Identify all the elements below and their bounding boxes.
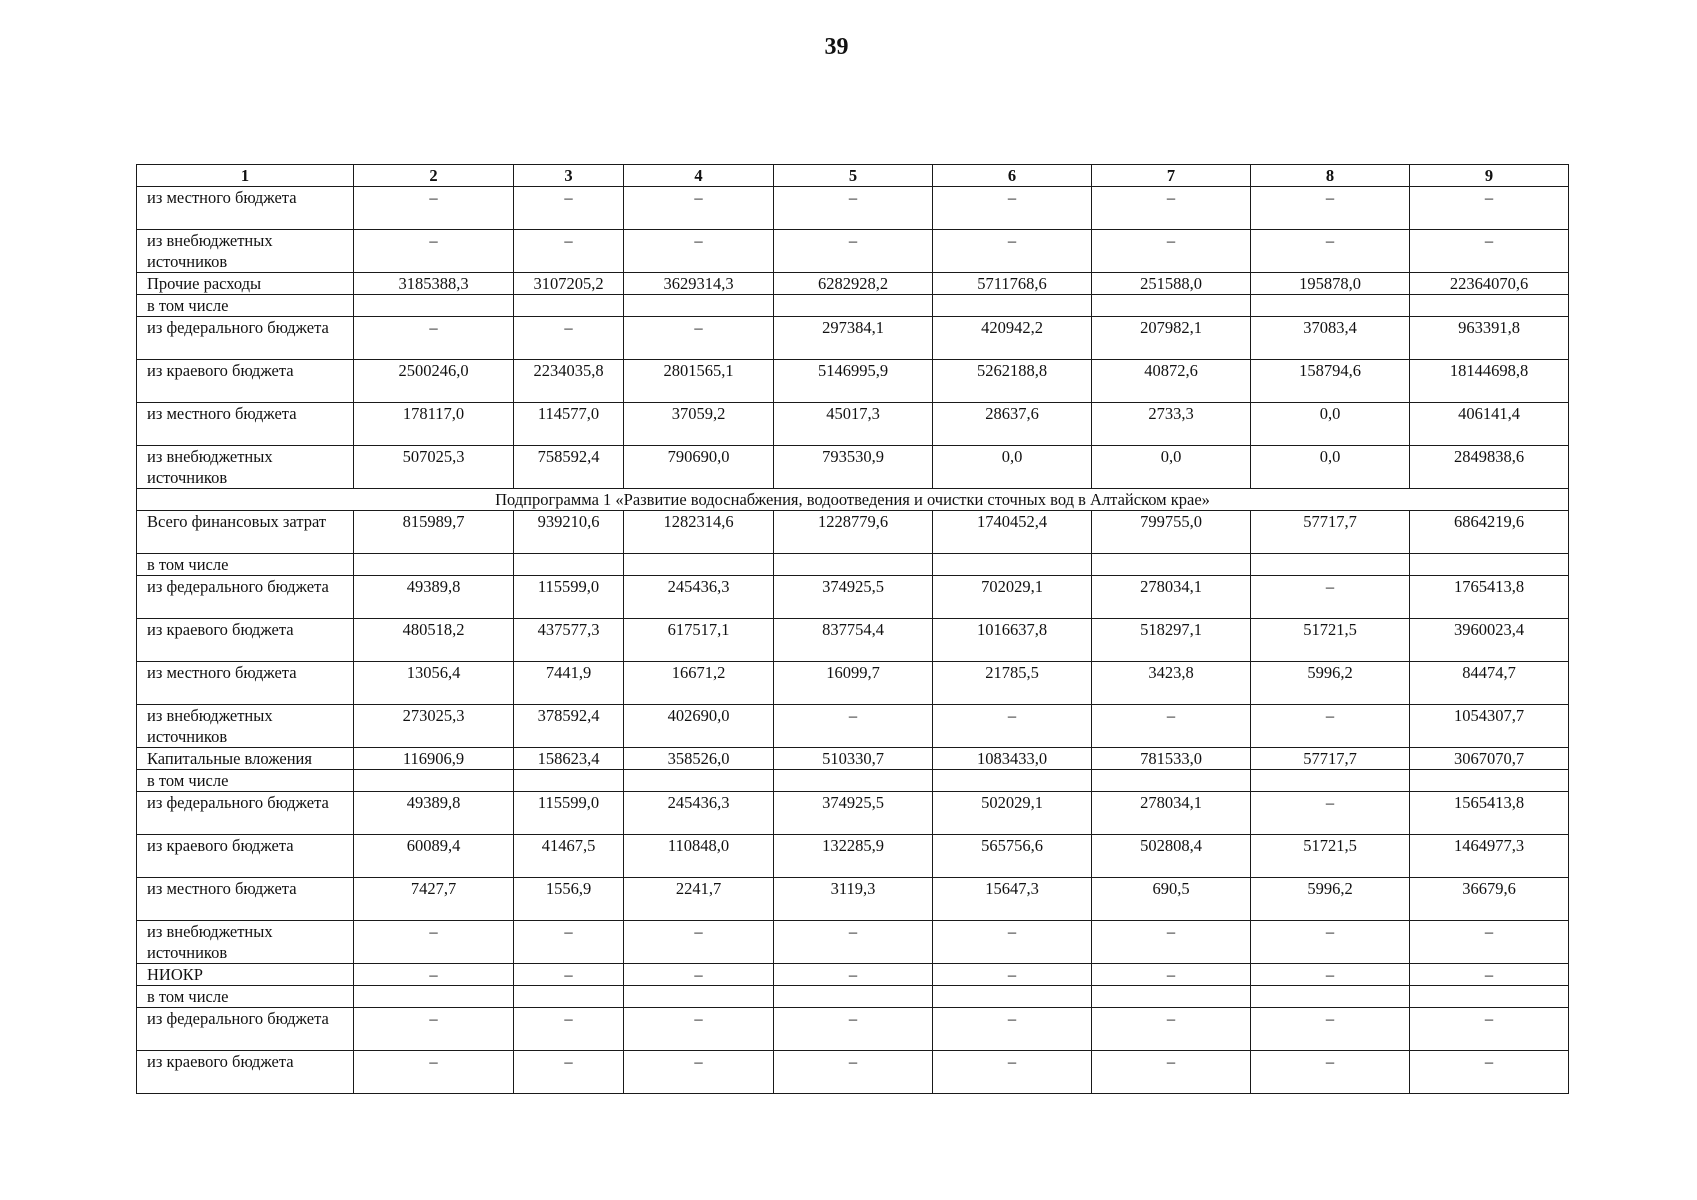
- table-cell: –: [514, 187, 624, 230]
- table-cell: –: [1092, 1051, 1251, 1094]
- table-cell: [624, 554, 774, 576]
- table-cell: –: [774, 230, 933, 273]
- table-cell: 1765413,8: [1410, 576, 1569, 619]
- table-cell: 251588,0: [1092, 273, 1251, 295]
- table-cell: [774, 986, 933, 1008]
- table-cell: [624, 986, 774, 1008]
- table-cell: –: [624, 187, 774, 230]
- table-cell: 5996,2: [1251, 662, 1410, 705]
- row-label: из краевого бюджета: [137, 619, 354, 662]
- table-cell: 963391,8: [1410, 317, 1569, 360]
- table-cell: [624, 295, 774, 317]
- column-header: 8: [1251, 165, 1410, 187]
- table-cell: –: [1251, 921, 1410, 964]
- table-cell: –: [1092, 964, 1251, 986]
- table-row: [137, 1051, 1569, 1094]
- table-cell: 60089,4: [354, 835, 514, 878]
- table-cell: –: [514, 921, 624, 964]
- table-cell: 45017,3: [774, 403, 933, 446]
- table-cell: [514, 554, 624, 576]
- table-row: [137, 360, 1569, 403]
- table-cell: –: [354, 187, 514, 230]
- table-cell: 510330,7: [774, 748, 933, 770]
- table-cell: 3067070,7: [1410, 748, 1569, 770]
- table-cell: –: [354, 317, 514, 360]
- table-cell: 132285,9: [774, 835, 933, 878]
- table-cell: 15647,3: [933, 878, 1092, 921]
- column-header: 7: [1092, 165, 1251, 187]
- table-cell: 28637,6: [933, 403, 1092, 446]
- table-cell: 3423,8: [1092, 662, 1251, 705]
- table-cell: –: [624, 1051, 774, 1094]
- row-label: в том числе: [137, 554, 354, 576]
- table-cell: –: [933, 921, 1092, 964]
- table-cell: [514, 770, 624, 792]
- row-label: из федерального бюджета: [137, 1008, 354, 1051]
- table-cell: [1410, 986, 1569, 1008]
- table-cell: –: [933, 1008, 1092, 1051]
- table-cell: [354, 554, 514, 576]
- table-cell: –: [1251, 705, 1410, 748]
- table-row: [137, 705, 1569, 748]
- table-row: [137, 403, 1569, 446]
- column-header: 5: [774, 165, 933, 187]
- table-cell: –: [1092, 921, 1251, 964]
- table-cell: 1740452,4: [933, 511, 1092, 554]
- table-cell: 617517,1: [624, 619, 774, 662]
- table-row: [137, 187, 1569, 230]
- table-row: [137, 770, 1569, 792]
- table-cell: 2241,7: [624, 878, 774, 921]
- table-cell: 1228779,6: [774, 511, 933, 554]
- table-cell: –: [1410, 187, 1569, 230]
- row-label: Прочие расходы: [137, 273, 354, 295]
- table-cell: –: [624, 317, 774, 360]
- column-header: 9: [1410, 165, 1569, 187]
- table-cell: [933, 770, 1092, 792]
- table-cell: –: [933, 964, 1092, 986]
- table-cell: 507025,3: [354, 446, 514, 489]
- table-cell: 2801565,1: [624, 360, 774, 403]
- table-cell: 5146995,9: [774, 360, 933, 403]
- table-cell: [774, 554, 933, 576]
- table-cell: 114577,0: [514, 403, 624, 446]
- header-row: [137, 165, 1569, 187]
- table-cell: 6864219,6: [1410, 511, 1569, 554]
- table-cell: 245436,3: [624, 792, 774, 835]
- row-label: из краевого бюджета: [137, 360, 354, 403]
- table-cell: [354, 986, 514, 1008]
- section-row: [137, 489, 1569, 511]
- row-label: из федерального бюджета: [137, 576, 354, 619]
- table-cell: [1410, 770, 1569, 792]
- table-cell: [1251, 770, 1410, 792]
- table-row: [137, 446, 1569, 489]
- table-cell: –: [774, 1051, 933, 1094]
- table-cell: 358526,0: [624, 748, 774, 770]
- table-cell: 939210,6: [514, 511, 624, 554]
- row-label: из краевого бюджета: [137, 1051, 354, 1094]
- table-cell: 40872,6: [1092, 360, 1251, 403]
- table-cell: 378592,4: [514, 705, 624, 748]
- table-cell: [1092, 770, 1251, 792]
- table-cell: 799755,0: [1092, 511, 1251, 554]
- table-cell: 57717,7: [1251, 748, 1410, 770]
- table-cell: 518297,1: [1092, 619, 1251, 662]
- table-cell: –: [933, 187, 1092, 230]
- table-cell: –: [774, 964, 933, 986]
- section-title: Подпрограмма 1 «Развитие водоснабжения, водоотведения и очистки сточных вод в Алтайском крае»: [137, 489, 1569, 511]
- table-cell: 297384,1: [774, 317, 933, 360]
- table-cell: 1083433,0: [933, 748, 1092, 770]
- column-header: 1: [137, 165, 354, 187]
- table-cell: –: [1410, 1008, 1569, 1051]
- table-cell: [624, 770, 774, 792]
- table-cell: 1016637,8: [933, 619, 1092, 662]
- table-cell: 1282314,6: [624, 511, 774, 554]
- table-cell: 3629314,3: [624, 273, 774, 295]
- table-cell: [933, 295, 1092, 317]
- row-label: из местного бюджета: [137, 662, 354, 705]
- table-cell: [1251, 295, 1410, 317]
- row-label: из местного бюджета: [137, 187, 354, 230]
- table-cell: –: [514, 317, 624, 360]
- table-row: [137, 878, 1569, 921]
- table-cell: 5262188,8: [933, 360, 1092, 403]
- column-header: 6: [933, 165, 1092, 187]
- table-row: [137, 835, 1569, 878]
- table-cell: –: [514, 1051, 624, 1094]
- table-cell: –: [354, 1008, 514, 1051]
- table-row: [137, 576, 1569, 619]
- table-cell: 437577,3: [514, 619, 624, 662]
- row-label: Всего финансовых затрат: [137, 511, 354, 554]
- row-label: из внебюджетных источников: [137, 705, 354, 748]
- table-cell: 3185388,3: [354, 273, 514, 295]
- table-cell: [1410, 554, 1569, 576]
- row-label: из внебюджетных источников: [137, 230, 354, 273]
- table-cell: 278034,1: [1092, 576, 1251, 619]
- row-label: из местного бюджета: [137, 878, 354, 921]
- table-cell: 16671,2: [624, 662, 774, 705]
- table-cell: –: [624, 1008, 774, 1051]
- table-cell: 1054307,7: [1410, 705, 1569, 748]
- table-cell: –: [1251, 576, 1410, 619]
- table-row: [137, 317, 1569, 360]
- table-cell: 36679,6: [1410, 878, 1569, 921]
- table-cell: –: [1092, 1008, 1251, 1051]
- table-cell: 178117,0: [354, 403, 514, 446]
- table-cell: [933, 554, 1092, 576]
- row-label: Капитальные вложения: [137, 748, 354, 770]
- table-row: [137, 295, 1569, 317]
- table-cell: 3960023,4: [1410, 619, 1569, 662]
- table-cell: 158623,4: [514, 748, 624, 770]
- table-cell: 502029,1: [933, 792, 1092, 835]
- table-row: [137, 921, 1569, 964]
- table-cell: 502808,4: [1092, 835, 1251, 878]
- table-cell: [354, 295, 514, 317]
- table-cell: 5996,2: [1251, 878, 1410, 921]
- table-cell: –: [933, 705, 1092, 748]
- table-cell: –: [514, 964, 624, 986]
- table-cell: –: [1251, 792, 1410, 835]
- table-cell: 837754,4: [774, 619, 933, 662]
- table-cell: –: [774, 921, 933, 964]
- table-cell: 3107205,2: [514, 273, 624, 295]
- column-header: 2: [354, 165, 514, 187]
- table-row: [137, 230, 1569, 273]
- table-cell: –: [774, 1008, 933, 1051]
- table-row: [137, 619, 1569, 662]
- table-row: [137, 662, 1569, 705]
- table-cell: 57717,7: [1251, 511, 1410, 554]
- table-cell: –: [1251, 187, 1410, 230]
- table-cell: –: [1251, 230, 1410, 273]
- table-cell: 7441,9: [514, 662, 624, 705]
- table-cell: [354, 770, 514, 792]
- table-cell: 115599,0: [514, 792, 624, 835]
- table-cell: 18144698,8: [1410, 360, 1569, 403]
- table-cell: 195878,0: [1251, 273, 1410, 295]
- table-cell: [774, 770, 933, 792]
- table-cell: –: [1251, 1008, 1410, 1051]
- table-cell: 1464977,3: [1410, 835, 1569, 878]
- table-cell: 420942,2: [933, 317, 1092, 360]
- table-row: [137, 1008, 1569, 1051]
- table-cell: [1092, 986, 1251, 1008]
- table-cell: 116906,9: [354, 748, 514, 770]
- row-label: НИОКР: [137, 964, 354, 986]
- table-cell: –: [1092, 187, 1251, 230]
- table-cell: 480518,2: [354, 619, 514, 662]
- page-number: 39: [824, 34, 849, 60]
- table-cell: –: [933, 230, 1092, 273]
- table-row: [137, 792, 1569, 835]
- table-cell: [514, 986, 624, 1008]
- table-cell: 790690,0: [624, 446, 774, 489]
- table-cell: [933, 986, 1092, 1008]
- table-cell: 2500246,0: [354, 360, 514, 403]
- table-cell: [1092, 295, 1251, 317]
- budget-table: [136, 164, 1569, 1094]
- table-cell: 0,0: [933, 446, 1092, 489]
- table-cell: 245436,3: [624, 576, 774, 619]
- table-cell: –: [514, 1008, 624, 1051]
- table-cell: 22364070,6: [1410, 273, 1569, 295]
- table-cell: –: [354, 1051, 514, 1094]
- table-cell: 2234035,8: [514, 360, 624, 403]
- table-cell: 273025,3: [354, 705, 514, 748]
- table-row: [137, 986, 1569, 1008]
- table-row: [137, 748, 1569, 770]
- table-cell: 406141,4: [1410, 403, 1569, 446]
- table-cell: 1565413,8: [1410, 792, 1569, 835]
- table-cell: 702029,1: [933, 576, 1092, 619]
- table-cell: 7427,7: [354, 878, 514, 921]
- table-cell: 758592,4: [514, 446, 624, 489]
- table-cell: 110848,0: [624, 835, 774, 878]
- table-cell: 0,0: [1251, 403, 1410, 446]
- table-row: [137, 554, 1569, 576]
- table-cell: 402690,0: [624, 705, 774, 748]
- table-cell: 793530,9: [774, 446, 933, 489]
- table-cell: –: [1410, 1051, 1569, 1094]
- table-cell: 1556,9: [514, 878, 624, 921]
- table-cell: –: [1251, 964, 1410, 986]
- table-cell: 13056,4: [354, 662, 514, 705]
- table-cell: 781533,0: [1092, 748, 1251, 770]
- table-cell: 49389,8: [354, 576, 514, 619]
- table-cell: [1251, 986, 1410, 1008]
- table-cell: 0,0: [1251, 446, 1410, 489]
- row-label: из внебюджетных источников: [137, 446, 354, 489]
- table-cell: [1410, 295, 1569, 317]
- table-cell: 51721,5: [1251, 835, 1410, 878]
- column-header: 4: [624, 165, 774, 187]
- table-cell: –: [624, 230, 774, 273]
- table-cell: –: [1092, 230, 1251, 273]
- table-row: [137, 273, 1569, 295]
- row-label: из федерального бюджета: [137, 792, 354, 835]
- table-cell: –: [354, 230, 514, 273]
- row-label: из местного бюджета: [137, 403, 354, 446]
- table-cell: –: [933, 1051, 1092, 1094]
- table-cell: –: [1410, 230, 1569, 273]
- table-cell: –: [1251, 1051, 1410, 1094]
- table-cell: [1092, 554, 1251, 576]
- table-cell: 51721,5: [1251, 619, 1410, 662]
- table-cell: –: [354, 921, 514, 964]
- table-cell: 6282928,2: [774, 273, 933, 295]
- table-cell: 37083,4: [1251, 317, 1410, 360]
- table-cell: –: [1092, 705, 1251, 748]
- table-cell: 207982,1: [1092, 317, 1251, 360]
- row-label: в том числе: [137, 295, 354, 317]
- table-cell: 158794,6: [1251, 360, 1410, 403]
- table-cell: –: [1410, 921, 1569, 964]
- table-cell: –: [354, 964, 514, 986]
- column-header: 3: [514, 165, 624, 187]
- table-cell: 2733,3: [1092, 403, 1251, 446]
- row-label: из краевого бюджета: [137, 835, 354, 878]
- table-cell: 21785,5: [933, 662, 1092, 705]
- table-cell: 565756,6: [933, 835, 1092, 878]
- table-cell: 16099,7: [774, 662, 933, 705]
- table-cell: 5711768,6: [933, 273, 1092, 295]
- table-cell: 84474,7: [1410, 662, 1569, 705]
- row-label: из федерального бюджета: [137, 317, 354, 360]
- table-cell: 374925,5: [774, 792, 933, 835]
- table-cell: 49389,8: [354, 792, 514, 835]
- table-cell: 2849838,6: [1410, 446, 1569, 489]
- table-cell: 374925,5: [774, 576, 933, 619]
- row-label: в том числе: [137, 986, 354, 1008]
- row-label: в том числе: [137, 770, 354, 792]
- table-cell: –: [624, 921, 774, 964]
- table-cell: [774, 295, 933, 317]
- table-cell: 37059,2: [624, 403, 774, 446]
- table-cell: 41467,5: [514, 835, 624, 878]
- table-cell: –: [1410, 964, 1569, 986]
- table-cell: 3119,3: [774, 878, 933, 921]
- row-label: из внебюджетных источников: [137, 921, 354, 964]
- table-cell: 815989,7: [354, 511, 514, 554]
- table-cell: 115599,0: [514, 576, 624, 619]
- table-cell: [514, 295, 624, 317]
- table-cell: –: [774, 705, 933, 748]
- table-cell: –: [514, 230, 624, 273]
- table-cell: –: [774, 187, 933, 230]
- table-cell: 690,5: [1092, 878, 1251, 921]
- table-cell: 278034,1: [1092, 792, 1251, 835]
- table-cell: 0,0: [1092, 446, 1251, 489]
- table-cell: –: [624, 964, 774, 986]
- table-row: [137, 511, 1569, 554]
- table-row: [137, 964, 1569, 986]
- table-cell: [1251, 554, 1410, 576]
